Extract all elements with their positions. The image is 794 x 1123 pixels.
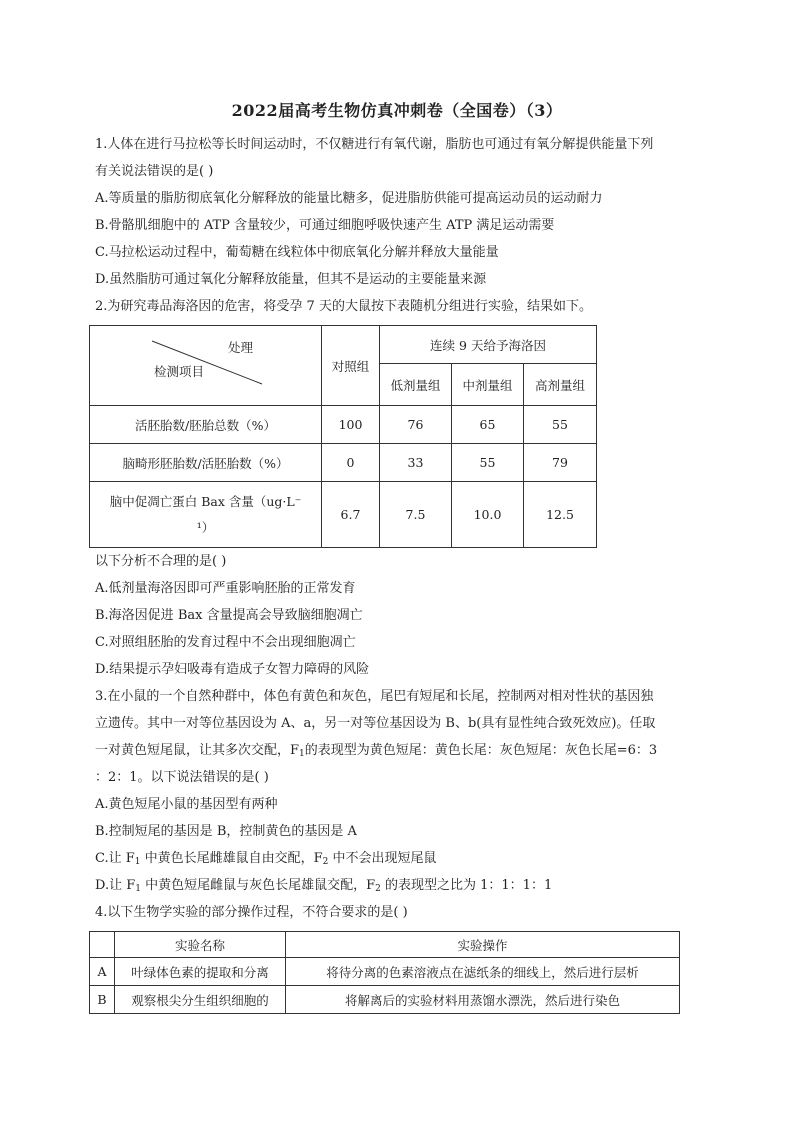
q3-line4: ：2：1。以下说法错误的是( ): [95, 770, 269, 785]
row-label: 活胚胎数/胚胎总数（%）: [90, 406, 322, 444]
header-experiment-name: 实验名称: [115, 932, 286, 958]
q3-option-c: [95, 850, 437, 871]
row-name: 叶绿体色素的提取和分离: [115, 958, 286, 986]
q2-data-table: [89, 325, 597, 548]
q1-option-b: B.骨骼肌细胞中的 ATP 含量较少，可通过细胞呼吸快速产生 ATP 满足运动需要: [95, 218, 555, 233]
q3-c-pre: C.让 F: [95, 851, 135, 866]
cell-low: 76: [380, 406, 452, 444]
table-row: [90, 482, 597, 548]
q1-option-a: A.等质量的脂肪彻底氧化分解释放的能量比糖多，促进脂肪供能可提高运动员的运动耐力: [95, 191, 603, 206]
header-experiment-operation: 实验操作: [286, 932, 680, 958]
row-operation: 将待分离的色素溶液点在滤纸条的细线上，然后进行层析: [286, 958, 680, 986]
q3-c-mid: 中黄色长尾雌雄鼠自由交配，F: [140, 851, 323, 866]
q4-experiment-table: [89, 931, 680, 1014]
page-title: 2022届高考生物仿真冲刺卷（全国卷）（3）: [231, 101, 563, 120]
row-label: 脑畸形胚胎数/活胚胎数（%）: [90, 444, 322, 482]
q3-option-b: B.控制短尾的基因是 B，控制黄色的基因是 A: [95, 824, 357, 839]
header-low-dose: 低剂量组: [380, 364, 452, 406]
q3-line3: [95, 742, 657, 763]
q3-line2: 立遗传。其中一对等位基因设为 A、a，另一对等位基因设为 B、b(具有显性纯合致死效应)。任取: [95, 716, 656, 731]
cell-low: 33: [380, 444, 452, 482]
row-operation: 将解离后的实验材料用蒸馏水漂洗，然后进行染色: [286, 986, 680, 1014]
row-key: A: [90, 958, 115, 986]
cell-control: 0: [322, 444, 380, 482]
row-label: [90, 482, 322, 548]
row-key: B: [90, 986, 115, 1014]
cell-low: 7.5: [380, 482, 452, 548]
cell-mid: 55: [452, 444, 524, 482]
q2-option-a: A.低剂量海洛因即可严重影响胚胎的正常发育: [95, 581, 356, 596]
q2-option-b: B.海洛因促进 Bax 含量提高会导致脑细胞凋亡: [95, 608, 363, 623]
header-treatment: 处理: [228, 340, 254, 355]
cell-mid: 65: [452, 406, 524, 444]
cell-high: 55: [524, 406, 597, 444]
header-mid-dose: 中剂量组: [452, 364, 524, 406]
table-diagonal-header: [90, 326, 322, 406]
row-label-line1: 脑中促凋亡蛋白 Bax 含量（ug·L⁻: [109, 493, 302, 509]
q3-d-post: 的表现型之比为 1：1：1：1: [380, 878, 553, 893]
table-row: [90, 986, 680, 1014]
q3-line3-post: 的表现型为黄色短尾：黄色长尾：灰色短尾：灰色长尾=6：3: [304, 743, 658, 758]
header-control: 对照组: [322, 326, 380, 406]
table-row: [90, 406, 597, 444]
q3-c-post: 中不会出现短尾鼠: [328, 851, 437, 866]
q2-followup: 以下分析不合理的是( ): [95, 554, 227, 569]
q3-line3-pre: 一对黄色短尾鼠，让其多次交配，F: [95, 743, 300, 758]
q3-line3-sub: 1: [299, 749, 305, 759]
q2-stem: 2.为研究毒品海洛因的危害，将受孕 7 天的大鼠按下表随机分组进行实验，结果如下。: [95, 299, 592, 314]
q1-stem-line1: 1.人体在进行马拉松等长时间运动时，不仅糖进行有氧代谢，脂肪也可通过有氧分解提供能量下列: [95, 137, 654, 152]
header-key: [90, 932, 115, 958]
header-high-dose: 高剂量组: [524, 364, 597, 406]
q3-c-sub1: 1: [134, 857, 141, 867]
q3-option-a: A.黄色短尾小鼠的基因型有两种: [95, 797, 278, 812]
q3-d-mid: 中黄色短尾雌鼠与灰色长尾雄鼠交配，F: [140, 878, 376, 893]
q3-d-sub2: 2: [375, 884, 381, 894]
cell-control: 100: [322, 406, 380, 444]
cell-high: 79: [524, 444, 597, 482]
q3-line1: 3.在小鼠的一个自然种群中，体色有黄色和灰色，尾巴有短尾和长尾，控制两对相对性状的基因独: [95, 689, 654, 704]
table-row: [90, 958, 680, 986]
q4-stem: 4.以下生物学实验的部分操作过程，不符合要求的是( ): [95, 905, 408, 920]
cell-control: 6.7: [322, 482, 380, 548]
row-label-line2: ¹）: [196, 519, 215, 535]
q1-option-c: C.马拉松运动过程中，葡萄糖在线粒体中彻底氧化分解并释放大量能量: [95, 245, 499, 260]
row-name: 观察根尖分生组织细胞的: [115, 986, 286, 1014]
q3-d-pre: D.让 F: [95, 878, 136, 893]
q3-option-d: [95, 877, 552, 898]
cell-high: 12.5: [524, 482, 597, 548]
q3-d-sub1: 1: [135, 884, 141, 894]
q3-c-sub2: 2: [322, 857, 329, 867]
diagonal-line: [90, 326, 321, 406]
header-item: 检测项目: [154, 364, 205, 379]
q2-option-d: D.结果提示孕妇吸毒有造成子女智力障碍的风险: [95, 662, 370, 677]
table-row: [90, 444, 597, 482]
cell-mid: 10.0: [452, 482, 524, 548]
header-heroin-group: 连续 9 天给予海洛因: [380, 326, 597, 364]
q1-stem-line2: 有关说法错误的是( ): [95, 164, 214, 179]
q2-option-c: C.对照组胚胎的发育过程中不会出现细胞凋亡: [95, 635, 356, 650]
q1-option-d: D.虽然脂肪可通过氧化分解释放能量，但其不是运动的主要能量来源: [95, 272, 487, 287]
